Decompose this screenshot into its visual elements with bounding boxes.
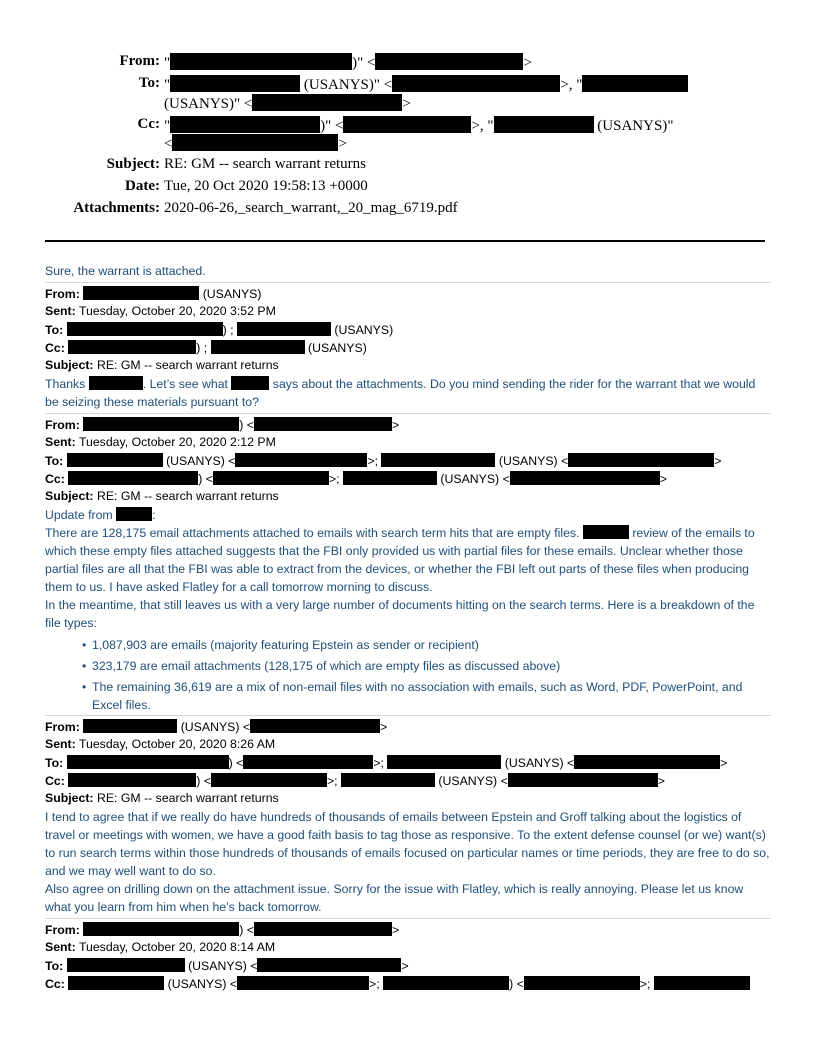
msg2-to: To: (USANYS) < >; (USANYS) < > (45, 454, 722, 468)
message-separator (45, 282, 771, 283)
redaction (574, 755, 720, 769)
redaction (237, 976, 369, 990)
msg3-to: To: ) < >; (USANYS) < > (45, 756, 728, 770)
msg1-to: To: ) ; (USANYS) (45, 323, 394, 337)
redaction (494, 116, 594, 133)
msg3-subject: Subject: RE: GM -- search warrant returns (45, 791, 279, 805)
subject-label: Subject: (106, 156, 160, 172)
msg4-sent: Sent: Tuesday, October 20, 2020 8:14 AM (45, 940, 276, 954)
msg2-paragraph-2: In the meantime, that still leaves us with a very large number of documents hitting on the search terms. Here is a breakdown of the file types: (45, 598, 755, 630)
redaction (381, 453, 495, 467)
msg1-sent: Sent: Tuesday, October 20, 2020 3:52 PM (45, 304, 276, 318)
redaction (343, 116, 471, 133)
redaction (257, 958, 401, 972)
redaction (252, 94, 402, 111)
message-separator (45, 413, 771, 414)
reply-body: Sure, the warrant is attached. (45, 264, 206, 278)
msg3-sent: Sent: Tuesday, October 20, 2020 8:26 AM (45, 737, 276, 751)
redaction (67, 322, 223, 336)
redaction (583, 525, 629, 539)
from-value: " )" < > (164, 55, 532, 71)
redaction (254, 922, 392, 936)
redaction (235, 453, 367, 467)
redaction (68, 976, 164, 990)
to-value: " (USANYS)" < >, " (164, 75, 688, 94)
msg2-from: From: ) < > (45, 418, 400, 432)
attachments-label: Attachments: (73, 200, 160, 216)
cc-label: Cc: (137, 116, 160, 132)
redaction (243, 755, 373, 769)
redaction (237, 322, 331, 336)
redaction (67, 958, 185, 972)
redaction (582, 75, 688, 92)
msg4-from: From: ) < > (45, 923, 400, 937)
list-item: • 323,179 are email attachments (128,175 of which are empty files as discussed above) (82, 657, 771, 675)
redaction (343, 471, 437, 485)
redaction (68, 471, 198, 485)
msg3-paragraph-1: I tend to agree that if we really do have hundreds of thousands of emails between Epstein and Groff talking about the logistics of travel or meetings with women, we have a good faith basis to tag those as responsive. To the extent defense counsel (or we) want(s) to run search terms within those hundreds of thousands of emails focused on particular names or time periods, they are free to do so, and we may well want to do so. (45, 810, 770, 878)
redaction (510, 471, 660, 485)
redaction (383, 976, 509, 990)
attachment-link[interactable]: 2020-06-26,_search_warrant,_20_mag_6719.pdf (164, 200, 458, 216)
from-label: From: (119, 53, 160, 69)
to-value-cont: (USANYS)" < > (164, 96, 411, 112)
redaction (568, 453, 714, 467)
subject-value: RE: GM -- search warrant returns (164, 156, 367, 172)
redaction (67, 755, 229, 769)
redaction (254, 417, 392, 431)
message-separator (45, 918, 771, 919)
redaction (213, 471, 329, 485)
redaction (83, 719, 177, 733)
redaction (250, 719, 380, 733)
to-label: To: (138, 75, 160, 91)
file-type-list (45, 636, 771, 717)
redaction (387, 755, 501, 769)
redaction (83, 922, 239, 936)
redaction (508, 773, 658, 787)
redaction (654, 976, 750, 990)
redaction (68, 340, 196, 354)
redaction (89, 376, 143, 390)
redaction (83, 417, 239, 431)
redaction (211, 340, 305, 354)
list-item: • 1,087,903 are emails (majority featuring Epstein as sender or recipient) (82, 636, 771, 654)
redaction (170, 53, 352, 70)
msg1-from: From: (USANYS) (45, 287, 262, 301)
redaction (211, 773, 327, 787)
msg1-cc: Cc: ) ; (USANYS) (45, 341, 367, 355)
redaction (83, 286, 199, 300)
redaction (116, 507, 152, 521)
cc-value-cont: < > (164, 136, 347, 152)
msg2-update: Update from : (45, 508, 156, 522)
date-value: Tue, 20 Oct 2020 19:58:13 +0000 (164, 178, 368, 194)
list-item: • The remaining 36,619 are a mix of non-email files with no association with emails, such as Word, PDF, PowerPoint, and Excel files. (82, 678, 771, 714)
redaction (392, 75, 560, 92)
msg4-to: To: (USANYS) < > (45, 959, 409, 973)
redaction (170, 75, 300, 92)
redaction (68, 773, 196, 787)
redaction (172, 134, 338, 151)
msg2-sent: Sent: Tuesday, October 20, 2020 2:12 PM (45, 435, 276, 449)
redaction (375, 53, 523, 70)
msg3-paragraph-2: Also agree on drilling down on the attachment issue. Sorry for the issue with Flatley, which is really annoying. Please let us know what you learn from him when he’s back tomorrow. (45, 882, 744, 914)
msg1-subject: Subject: RE: GM -- search warrant returns (45, 358, 279, 372)
msg2-subject: Subject: RE: GM -- search warrant returns (45, 489, 279, 503)
redaction (231, 376, 269, 390)
msg1-body: Thanks . Let’s see what says about the attachments. Do you mind sending the rider for the warrant that we would be seizing these materials pursuant to? (45, 377, 756, 409)
cc-value: " )" < >, " (USANYS)" (164, 118, 674, 134)
msg2-paragraph-1: There are 128,175 email attachments attached to emails with search term hits that are empty files. review of the emails to which these empty files attached suggests that the FBI only provided us with partial files for these emails. Unclear whether those partial files are all that the FBI was able to extract from the devices, or whether the FBI left out parts of these files when producing them to us. I have asked Flatley for a call tomorrow morning to discuss. (45, 526, 755, 594)
redaction (341, 773, 435, 787)
msg3-cc: Cc: ) < >; (USANYS) < > (45, 774, 665, 788)
msg4-cc: Cc: (USANYS) < >; ) < >; (45, 976, 750, 991)
msg3-from: From: (USANYS) < > (45, 720, 388, 734)
message-separator (45, 715, 771, 716)
redaction (170, 116, 320, 133)
date-label: Date: (125, 178, 160, 194)
msg2-cc: Cc: ) < >; (USANYS) < > (45, 472, 667, 486)
redaction (524, 976, 640, 990)
redaction (67, 453, 163, 467)
header-divider (45, 240, 765, 242)
